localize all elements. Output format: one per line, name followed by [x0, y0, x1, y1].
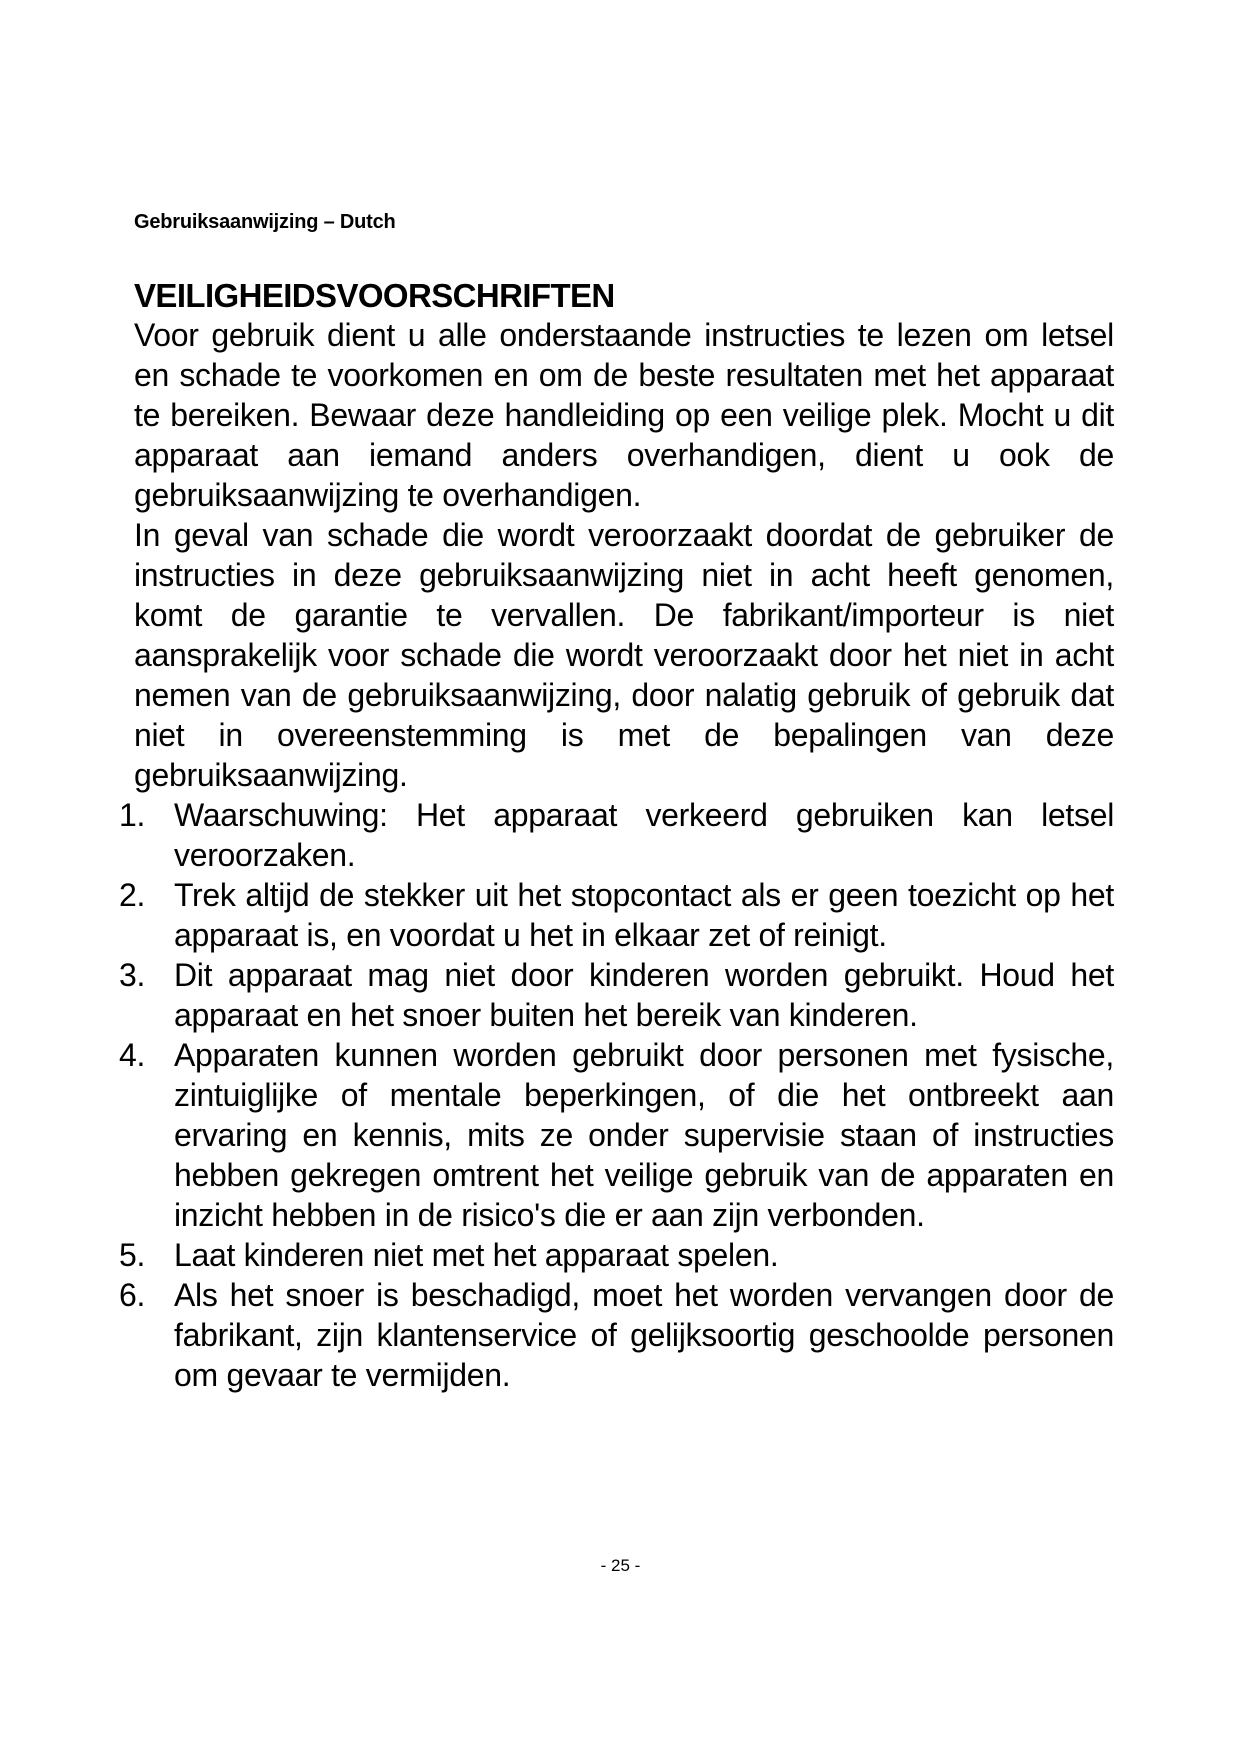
document-header: Gebruiksaanwijzing – Dutch — [134, 211, 396, 233]
list-item-number: 6. — [119, 1277, 146, 1313]
list-item-number: 1. — [119, 797, 146, 833]
list-item-text: Trek altijd de stekker uit het stopcontact als er geen toezicht op het apparaat is, en voordat u het in elkaar zet of reinigt. — [174, 877, 1114, 953]
list-item-number: 5. — [119, 1237, 146, 1273]
list-item-number: 3. — [119, 957, 146, 993]
safety-section — [119, 277, 1114, 1395]
list-item — [119, 1235, 1114, 1275]
intro-paragraph: Voor gebruik dient u alle onderstaande instructies te lezen om letsel en schade te voorkomen en om de beste resultaten met het apparaat te bereiken. Bewaar deze handleiding op een veilige plek. Mocht u dit apparaat aan iemand anders overhandigen, dient u ook de gebruiksaanwijzing te overhandigen. — [134, 317, 1114, 513]
list-item — [119, 1035, 1114, 1235]
safety-list — [119, 795, 1114, 1395]
section-heading: VEILIGHEIDSVOORSCHRIFTEN — [134, 277, 615, 314]
list-item-text: Als het snoer is beschadigd, moet het worden vervangen door de fabrikant, zijn klantenservice of gelijksoortig geschoolde personen om gevaar te vermijden. — [174, 1277, 1114, 1393]
page-number: - 25 - — [600, 1556, 641, 1575]
list-item-text: Dit apparaat mag niet door kinderen worden gebruikt. Houd het apparaat en het snoer buiten het bereik van kinderen. — [174, 957, 1114, 1033]
list-item-number: 4. — [119, 1037, 146, 1073]
list-item — [119, 875, 1114, 955]
list-item-text: Waarschuwing: Het apparaat verkeerd gebruiken kan letsel veroorzaken. — [174, 797, 1114, 873]
list-item-text: Apparaten kunnen worden gebruikt door personen met fysische, zintuiglijke of mentale beperkingen, of die het ontbreekt aan ervaring en kennis, mits ze onder supervisie staan of instructies hebben gekregen omtrent het veilige gebruik van de apparaten en inzicht hebben in de risico's die er aan zijn verbonden. — [174, 1037, 1114, 1233]
list-item — [119, 955, 1114, 1035]
list-item-number: 2. — [119, 877, 146, 913]
list-item-text: Laat kinderen niet met het apparaat spelen. — [174, 1237, 779, 1273]
warranty-paragraph: In geval van schade die wordt veroorzaakt doordat de gebruiker de instructies in deze gebruiksaanwijzing niet in acht heeft genomen, komt de garantie te vervallen. De fabrikant/importeur is niet aansprakelijk voor schade die wordt veroorzaakt door het niet in acht nemen van de gebruiksaanwijzing, door nalatig gebruik of gebruik dat niet in overeenstemming is met de bepalingen van deze gebruiksaanwijzing. — [134, 517, 1114, 793]
list-item — [119, 1275, 1114, 1395]
list-item — [119, 795, 1114, 875]
